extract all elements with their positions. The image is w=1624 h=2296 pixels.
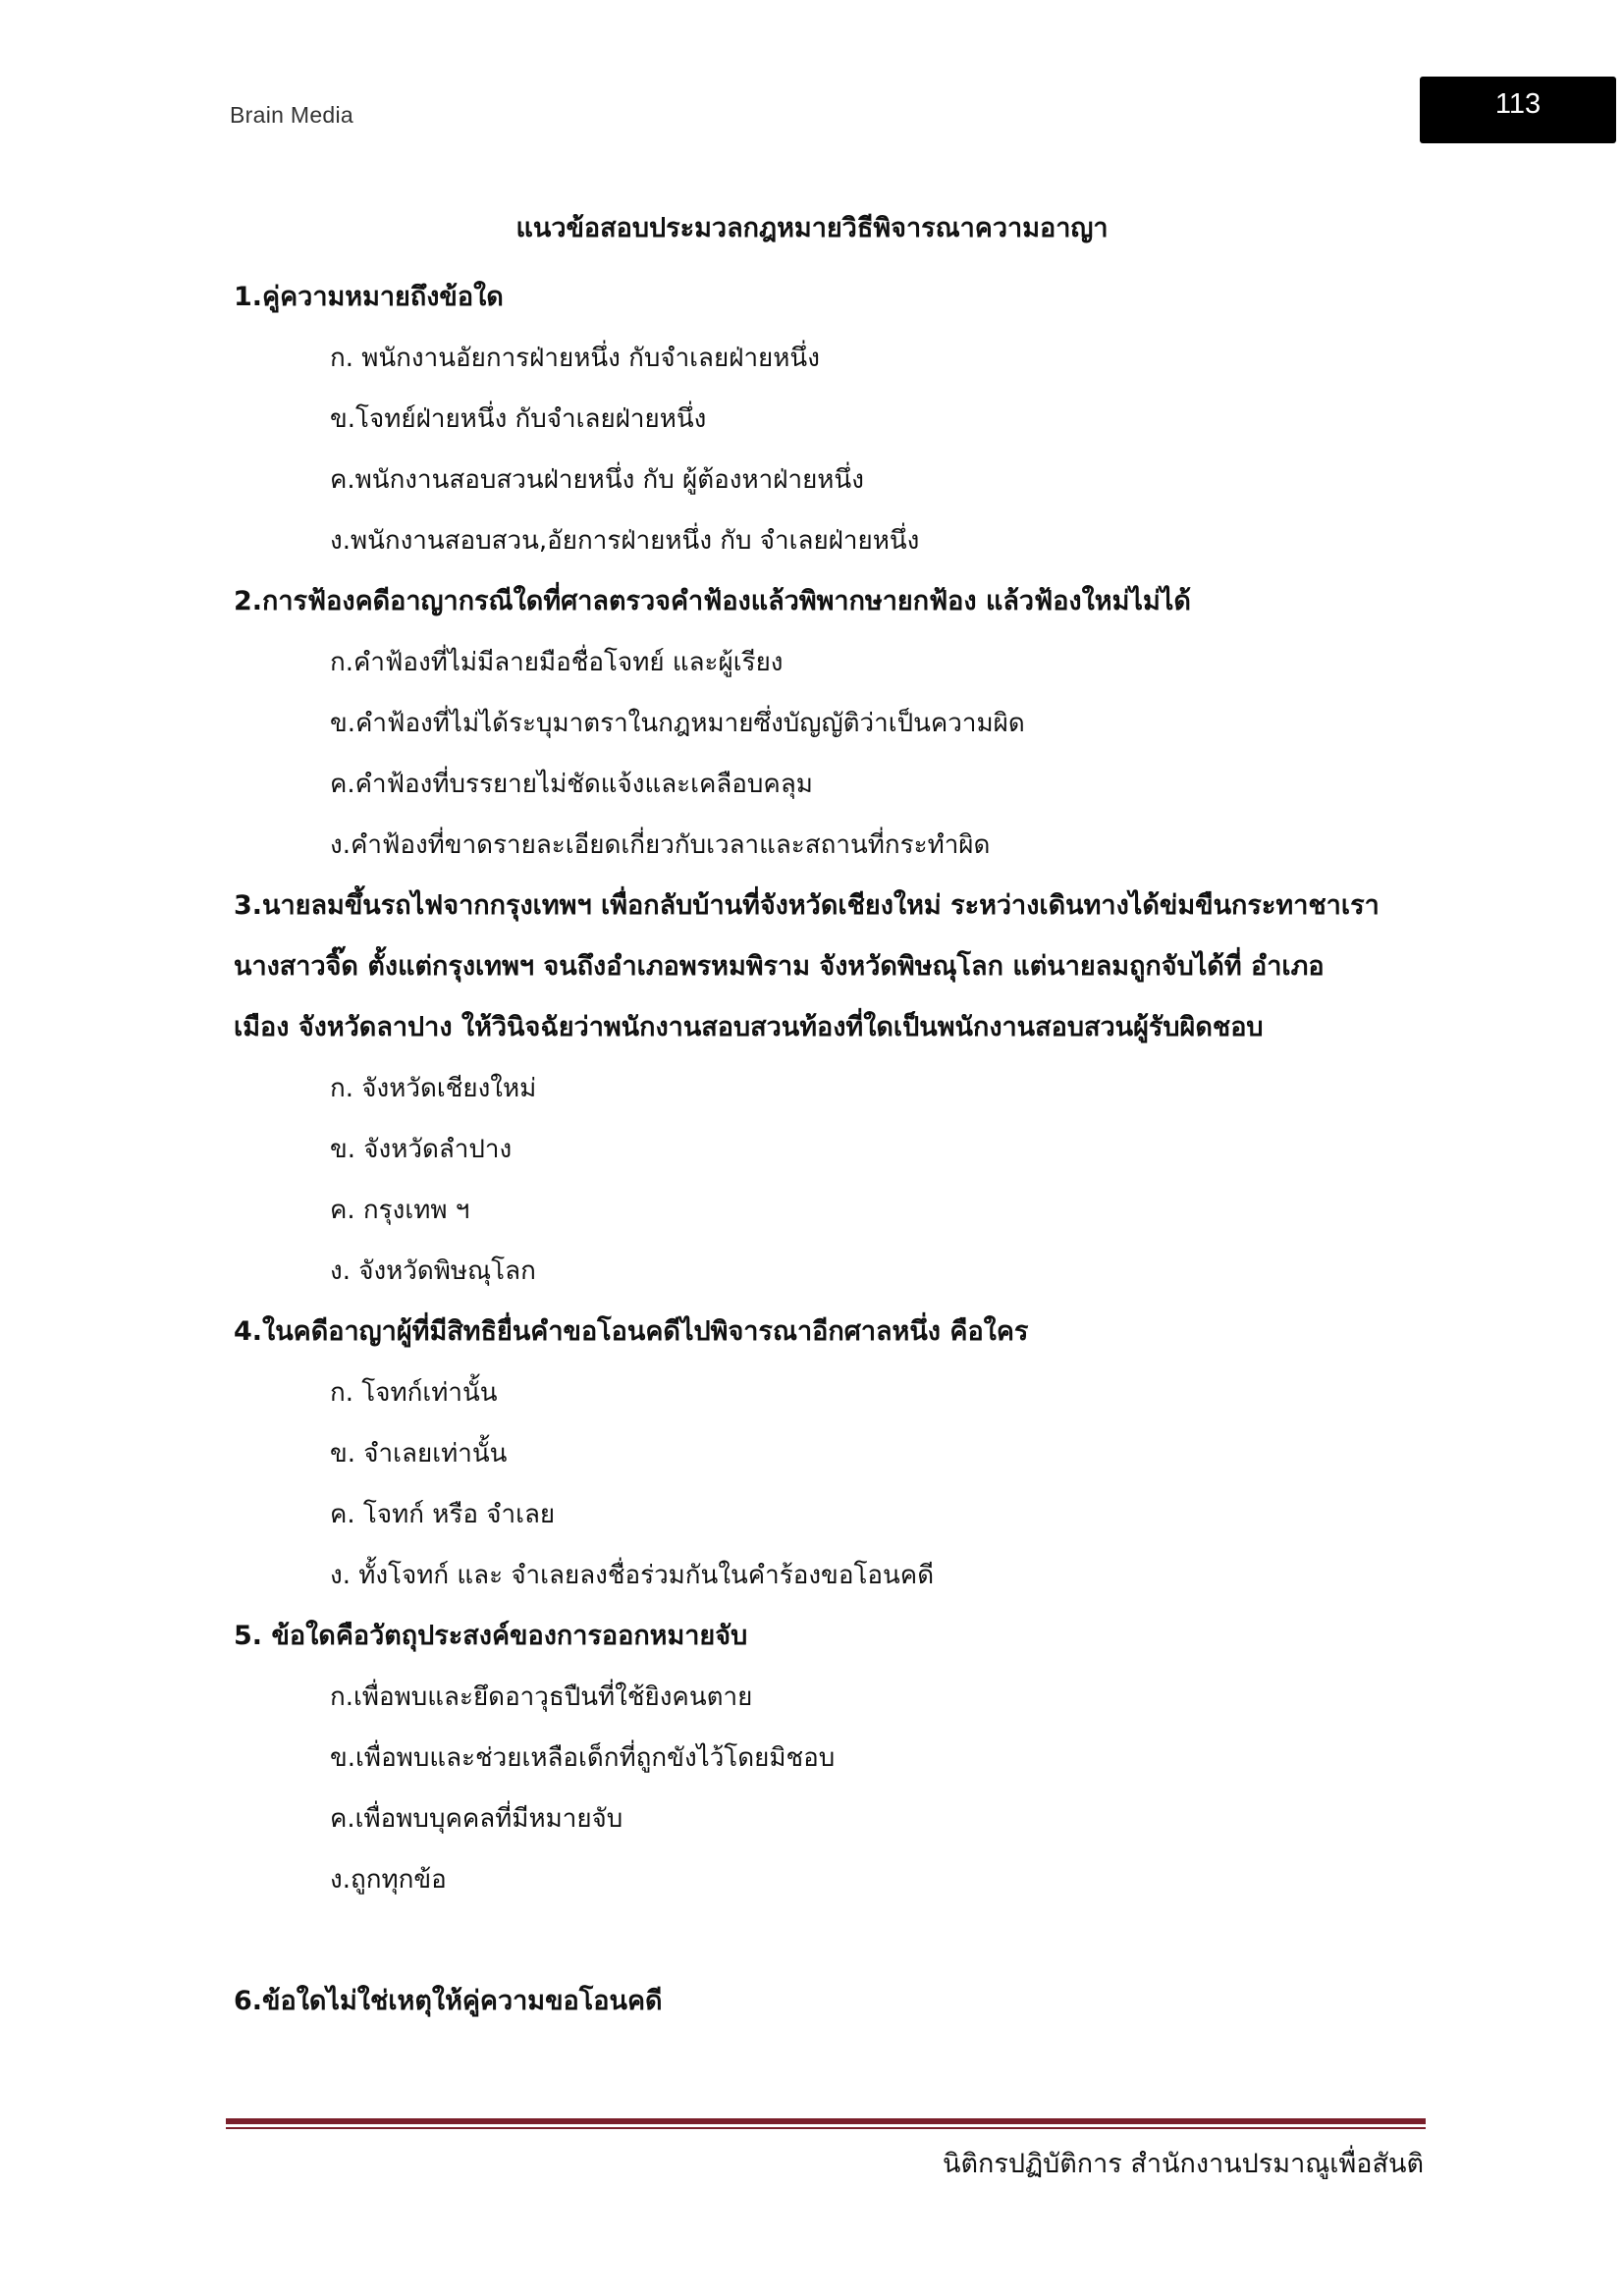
answer-option: ค.พนักงานสอบสวนฝ่ายหนึ่ง กับ ผู้ต้องหาฝ่ายหนึ่ง: [330, 465, 864, 495]
answer-option: ก.เพื่อพบและยึดอาวุธปืนที่ใช้ยิงคนตาย: [330, 1682, 753, 1712]
answer-option: ข.โจทย์ฝ่ายหนึ่ง กับจำเลยฝ่ายหนึ่ง: [330, 404, 707, 434]
question-text: 2.การฟ้องคดีอาญากรณีใดที่ศาลตรวจคำฟ้องแล้วพิพากษายกฟ้อง แล้วฟ้องใหม่ไม่ได้: [234, 586, 1191, 616]
answer-options: [234, 1058, 1441, 1302]
page-number-badge: [1420, 77, 1616, 143]
answer-option: ง.ถูกทุกข้อ: [330, 1865, 447, 1895]
footer-divider-thin: [226, 2127, 1426, 2129]
question-list: [234, 267, 1441, 2032]
question-3: [234, 876, 1441, 1302]
question-2: [234, 571, 1441, 876]
question-6: [234, 1971, 1441, 2032]
answer-option: ก.คำฟ้องที่ไม่มีลายมือชื่อโจทย์ และผู้เรียง: [330, 648, 784, 677]
question-text-line: นางสาวจิ๊ด ตั้งแต่กรุงเทพฯ จนถึงอำเภอพรหมพิราม จังหวัดพิษณุโลก แต่นายลมถูกจับได้ที่ อำเภอ: [234, 951, 1325, 982]
answer-option: ข.เพื่อพบและช่วยเหลือเด็กที่ถูกขังไว้โดยมิชอบ: [330, 1743, 836, 1773]
answer-options: [234, 1667, 1441, 1910]
answer-option: ค.เพื่อพบบุคคลที่มีหมายจับ: [330, 1804, 623, 1834]
page-number: 113: [1494, 88, 1542, 120]
answer-option: ข.คำฟ้องที่ไม่ได้ระบุมาตราในกฎหมายซึ่งบัญญัติว่าเป็นความผิด: [330, 709, 1025, 738]
answer-options: [234, 328, 1441, 571]
document-title: แนวข้อสอบประมวลกฎหมายวิธีพิจารณาความอาญา: [515, 213, 1109, 243]
footer-divider: [226, 2118, 1426, 2129]
question-text-line: เมือง จังหวัดลาปาง ให้วินิจฉัยว่าพนักงานสอบสวนท้องที่ใดเป็นพนักงานสอบสวนผู้รับผิดชอบ: [234, 1012, 1264, 1042]
answer-option: ค. โจทก์ หรือ จำเลย: [330, 1500, 556, 1529]
question-text-line: 3.นายลมขึ้นรถไฟจากกรุงเทพฯ เพื่อกลับบ้านที่จังหวัดเชียงใหม่ ระหว่างเดินทางได้ข่มขืนกระทาชาเรา: [234, 890, 1380, 921]
answer-option: ก. พนักงานอัยการฝ่ายหนึ่ง กับจำเลยฝ่ายหนึ่ง: [330, 344, 820, 373]
answer-options: [234, 632, 1441, 876]
answer-option: ง.พนักงานสอบสวน,อัยการฝ่ายหนึ่ง กับ จำเลยฝ่ายหนึ่ง: [330, 526, 920, 556]
footer-divider-thick: [226, 2118, 1426, 2124]
question-text: 1.คู่ความหมายถึงข้อใด: [234, 282, 504, 312]
question-1: [234, 267, 1441, 571]
answer-option: ง. ทั้งโจทก์ และ จำเลยลงชื่อร่วมกันในคำร้องขอโอนคดี: [330, 1561, 935, 1590]
footer-text: นิติกรปฏิบัติการ สำนักงานปรมาณูเพื่อสันติ: [943, 2149, 1424, 2179]
answer-option: ข. จังหวัดลำปาง: [330, 1135, 513, 1164]
spacer: [234, 1910, 1441, 1971]
question-text: 5. ข้อใดคือวัตถุประสงค์ของการออกหมายจับ: [234, 1621, 748, 1651]
answer-option: ค.คำฟ้องที่บรรยายไม่ชัดแจ้งและเคลือบคลุม: [330, 770, 813, 799]
answer-option: ก. โจทก์เท่านั้น: [330, 1378, 498, 1408]
answer-option: ง.คำฟ้องที่ขาดรายละเอียดเกี่ยวกับเวลาและสถานที่กระทำผิด: [330, 830, 991, 860]
answer-option: ก. จังหวัดเชียงใหม่: [330, 1074, 537, 1103]
answer-options: [234, 1362, 1441, 1606]
question-4: [234, 1302, 1441, 1606]
question-5: [234, 1606, 1441, 1910]
answer-option: ค. กรุงเทพ ฯ: [330, 1196, 470, 1225]
header-brand: Brain Media: [230, 102, 354, 128]
question-text: 4.ในคดีอาญาผู้ที่มีสิทธิยื่นคำขอโอนคดีไปพิจารณาอีกศาลหนึ่ง คือใคร: [234, 1316, 1029, 1347]
answer-option: ข. จำเลยเท่านั้น: [330, 1439, 508, 1468]
answer-option: ง. จังหวัดพิษณุโลก: [330, 1256, 536, 1286]
question-text: 6.ข้อใดไม่ใช่เหตุให้คู่ความขอโอนคดี: [234, 1986, 663, 2016]
